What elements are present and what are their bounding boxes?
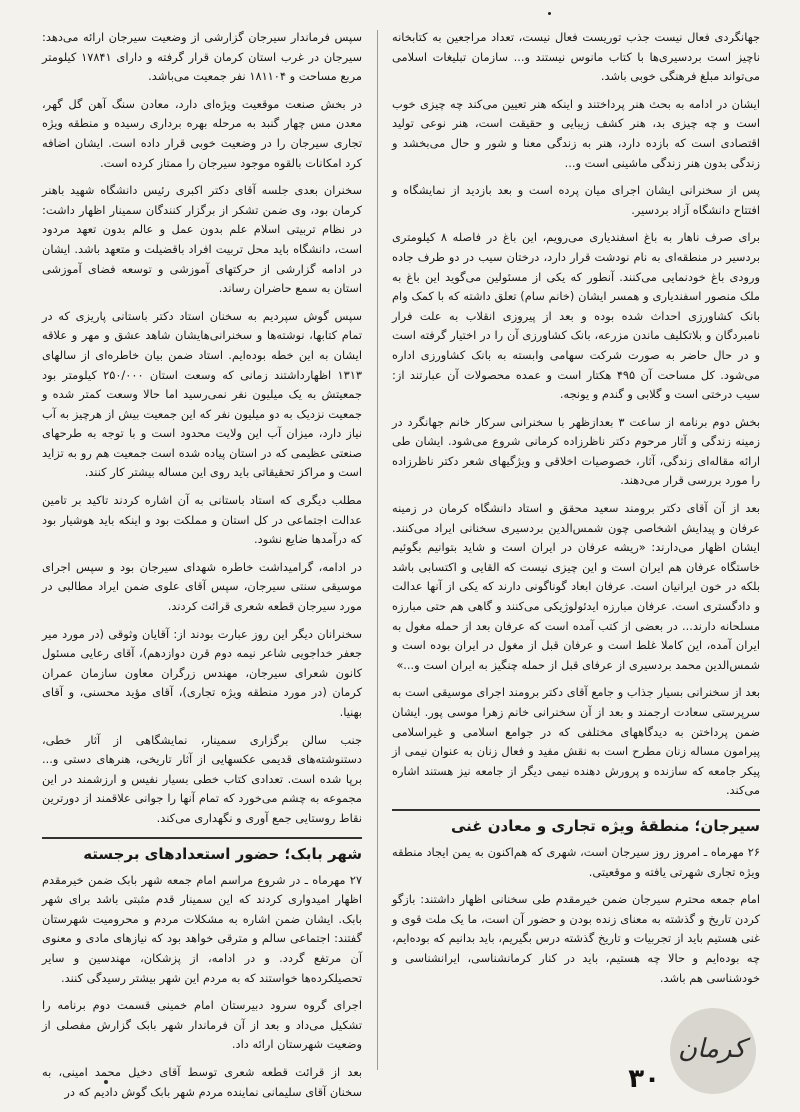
paragraph: سپس فرماندار سیرجان گزارشی از وضعیت سیرجان ارائه می‌دهد: سیرجان در غرب استان کرمان قرار گرفته و دارای ۱۷۸۴۱ کیلومتر مربع مساحت و ۱۸۱۱۰۴ نفر جمعیت می‌باشد. xyxy=(42,30,362,84)
section-heading-sirjan: سیرجان؛ منطقهٔ ویژه تجاری و معادن غنی xyxy=(392,809,760,837)
paragraph: جنب سالن برگزاری سمینار، نمایشگاهی از آثار خطی، دستنوشته‌های قدیمی عکسهایی از آثار تاریخی، هنرهای دستی و... برپا شده است. تعدادی کتاب خطی بسیار نفیس و ارزشمند در این مجموعه به چشم می‌خورد که تمام آنها را جوانی علاقمند از دورترین نقاط روستایی جمع آوری و نگهداری می‌کند. xyxy=(42,732,362,825)
page-number: ۳۰ xyxy=(628,1064,660,1094)
paragraph: مطلب دیگری که استاد باستانی به آن اشاره کردند تاکید بر تامین عدالت اجتماعی در کل استان و مملکت بود و اینکه باید هوشیار بود که درآمدها ضایع نشود. xyxy=(42,493,362,547)
paragraph: بعد از آن آقای دکتر برومند سعید محقق و استاد دانشگاه کرمان در زمینه عرفان و پیدایش اشخاصی چون شمس‌الدین بردسیری سخنانی ایراد می‌کنند. ایشان اظهار می‌دارند: «ریشه عرفان در ایران است و شاید بتوانیم بگوئیم خاستگاه عرفان هم ایران است و این چیزی نیست که القایی و اکتسابی باشد بلکه در خون ایرانیان است. عرفان ابعاد گوناگونی دارند که یکی از آنها عدالت و دادگستری است. عرفان مبارزه ایدئولوژیکی می‌کنند و گاهی هم حتی مبارزه مسلحانه دارند... در بعضی از کتب آمده است که عرفان بعد از حمله مغول به ایران آمده، این کاملا غلط است و عرفان قبل از مغول در ایران بوده است و شمس‌الدین محمد بردسیری از عرفای قبل از حمله چنگیز به ایران است و...» xyxy=(392,501,760,672)
paragraph: بعد از قرائت قطعه شعری توسط آقای دخیل محمد امینی، به سخنان آقای سلیمانی نماینده مردم شهر بابک گوش دادیم که در xyxy=(42,1064,362,1099)
right-column xyxy=(392,28,760,996)
paragraph: ۲۷ مهرماه ـ در شروع مراسم امام جمعه شهر بابک ضمن خیرمقدم اظهار امیدواری کردند که این سمینار قدم مثبتی باشد برای شهر بابک. ایشان ضمن اشاره به مشکلات مردم و محرومیت شهرستان گفتند: اجتماعی سالم و مترقی خواهد بود که نیازهای مادی و معنوی آن مرتفع گردد. و در ادامه، از پزشکان، مهندسین و سایر تحصیلکرده‌ها خواستند که به مردم این شهر بیشتر رسیدگی کنند. xyxy=(42,872,362,985)
paragraph: سخنران بعدی جلسه آقای دکتر اکبری رئیس دانشگاه شهید باهنر کرمان بود، وی ضمن تشکر از برگزار کنندگان سمینار اظهار داشت: در نظام تربیتی اسلام علم بدون عمل و عالم بدون تعهد مردود است، دانشگاه باید محل تربیت افراد باقضیلت و متعهد باشد. ایشان در ادامه گزارشی از حرکتهای آموزشی و توسعه فضای آموزشی استان به سمع حاضران رساند. xyxy=(42,183,362,296)
paragraph: پس از سخنرانی ایشان اجرای میان پرده است و بعد بازدید از نمایشگاه و افتتاح دانشگاه آزاد بردسیر. xyxy=(392,183,760,217)
paragraph: سخنرانان دیگر این روز عبارت بودند از: آقایان وثوقی (در مورد میر جعفر خداجویی شاعر نیمه دوم قرن دوازدهم)، آقای رعایی مسئول کانون شعرای سیرجان، مهندس زرگران معاون سازمان عمران کرمان (در مورد منطقه ویژه تجاری)، آقای مؤید محسنی، و آقای بهنیا. xyxy=(42,626,362,719)
printer-dot xyxy=(104,1080,108,1084)
paragraph: بعد از سخنرانی بسیار جذاب و جامع آقای دکتر برومند اجرای موسیقی است به سرپرستی سعادت ارجمند و بعد از آن سخنرانی خانم زهرا موسی پور. ایشان ضمن پرداختن به دیدگاههای مختلفی که در جوامع اسلامی و غیراسلامی پیرامون مساله زنان مطرح است به نقش مفید و فعال زنان به عنوان نیمی از پیکر جامعه که سازنده و پرورش دهنده نیمی دیگر از جامعه نیز هستند اشاره می‌کند. xyxy=(392,685,760,798)
left-column xyxy=(42,28,362,1110)
paragraph: اجرای گروه سرود دبیرستان امام خمینی قسمت دوم برنامه را تشکیل می‌داد و بعد از آن فرماندار شهر بابک گزارش مفصلی از وضعیت شهرستان ارائه داد. xyxy=(42,998,362,1052)
paragraph: برای صرف ناهار به باغ اسفندیاری می‌رویم، این باغ در فاصله ۸ کیلومتری بردسیر در منطقه‌ای به نام نودشت قرار دارد، درختان سیب در دو طرف جاده ورودی باغ خودنمایی می‌کنند. آنطور که یکی از مسئولین می‌گوید این باغ به ملک منصور اسفندیاری و همسر ایشان (خانم سام) تعلق داشته که با کمک وام بانک کشاورزی احداث شده بوده و بعد از پیروزی انقلاب به علت فرار نامبردگان و بلاتکلیف ماندن مزرعه، بانک کشاورزی آن را در اختیار گرفته است و در حال حاضر به صورت شرکت سهامی وابسته به بانک کشاورزی اداره می‌شود. کل مساحت آن ۴۹۵ هکتار است و عمده محصولات آن عبارتند از: سیب درختی است و گلابی و گندم و یونجه. xyxy=(392,230,760,402)
column-divider xyxy=(377,30,378,1070)
paragraph: جهانگردی فعال نیست جذب توریست فعال نیست، تعداد مراجعین به کتابخانه ناچیز است بردسیری‌ها با کتاب مانوس نیستند و... سازمان تبلیغات اسلامی می‌تواند مبلغ فرهنگی خوبی باشد. xyxy=(392,30,760,84)
logo-text: کرمان xyxy=(678,1034,746,1064)
paragraph: در ادامه، گرامیداشت خاطره شهدای سیرجان بود و سپس اجرای موسیقی سنتی سیرجان، سپس آقای علوی ضمن ایراد مطالبی در مورد سیرجان قطعه شعری قرائت کردند. xyxy=(42,559,362,614)
page-footer xyxy=(628,1008,756,1094)
section-heading-shahr-babak: شهر بابک؛ حضور استعدادهای برجسته xyxy=(42,837,362,865)
paragraph: امام جمعه محترم سیرجان ضمن خیرمقدم طی سخنانی اظهار داشتند: بازگو کردن تاریخ و گذشته به معنای زنده بودن و حضور آن است، ما یک ملت قوی و غنی هستیم باید از تجربیات و تاریخ گذشته درس بگیریم، باید بدانیم که بوده‌ایم، چه بوده‌ایم و حالا چه هستیم، باید در کنار کرمانشناسی، ایرانشناسی و خودشناسی هم باشد. xyxy=(392,892,760,985)
paragraph: بخش دوم برنامه از ساعت ۳ بعدازظهر با سخنرانی سرکار خانم جهانگرد در زمینه زندگی و آثار مرحوم دکتر ناظرزاده کرمانی شروع می‌شود. ایشان طی ارائه مقاله‌ای زندگی، آثار، خصوصیات اخلاقی و ویژگیهای شعر دکتر ناظرزاده را مورد بررسی قرار می‌دهند. xyxy=(392,414,760,488)
printer-dot xyxy=(548,12,551,15)
magazine-logo xyxy=(670,1008,756,1094)
paragraph: ایشان در ادامه به بحث هنر پرداختند و اینکه هنر تعیین می‌کند چه چیزی خوب است و چه چیزی بد، هنر کشف زیبایی و حقیقت است، هنر نوعی تولید اقتصادی است که بازده دارد، هنر به زندگی معنا و شور و حال می‌بخشد و زندگی بدون هنر زندگی ماشینی است و... xyxy=(392,96,760,170)
paragraph: در بخش صنعت موقعیت ویژه‌ای دارد، معادن سنگ آهن گل گهر، معدن مس چهار گنبد به مرحله بهره برداری رسیده و منطقه ویژه تجاری سیرجان را در وضعیت خوبی قرار داده است. ایشان اضافه کرد امکانات بالقوه موجود سیرجان را ممتاز کرده است. xyxy=(42,96,362,170)
paragraph: ۲۶ مهرماه ـ امروز روز سیرجان است، شهری که هم‌اکنون به یمن ایجاد منطقه ویژه تجاری شهرتی یافته و موقعیتی. xyxy=(392,844,760,879)
paragraph: سپس گوش سپردیم به سخنان استاد دکتر باستانی پاریزی که در تمام کتابها، نوشته‌ها و سخنرانی‌هایشان شاهد عشق و مهر و علاقه ایشان به این خطه بوده‌ایم. استاد ضمن بیان خاطره‌ای از سالهای ۱۳۱۳ اظهارداشتند زمانی که وسعت استان ۲۵۰/۰۰۰ کیلومتر بود جمعیتش به یک میلیون نفر نمی‌رسید اما حالا وسعت کمتر شده و جمعیت نزدیک به دو میلیون نفر که این جمعیت بیش از هرچیز به آب نیاز دارد، میزان آب این ولایت محدود است و با توجه به طرحهای صنعتی عظیمی که در استان پیاده شده است جمعیت هم رو به تزاید است و مراکز تحقیقاتی باید روی این مساله بیشتر کار کنند. xyxy=(42,308,362,480)
